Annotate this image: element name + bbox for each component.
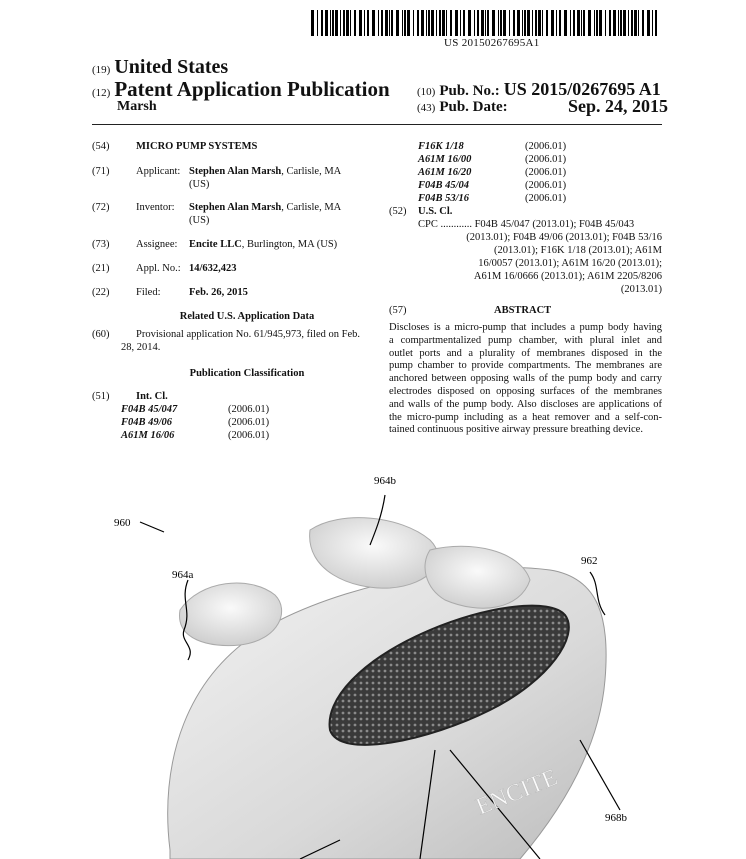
barcode-bar (559, 10, 561, 36)
int-cl-row: F04B 49/06 (2006.01) (121, 417, 270, 428)
barcode-bar (335, 10, 338, 36)
barcode-bar (564, 10, 567, 36)
ref-968b: 968b (605, 812, 627, 824)
header-rule (92, 124, 662, 125)
barcode-bar (463, 10, 465, 36)
barcode-bar (381, 10, 383, 36)
abstract-line: a compartmentalized pump chamber, with plural inlet and (389, 334, 662, 346)
barcode-bar (487, 10, 489, 36)
barcode-bar (325, 10, 328, 36)
barcode-bar (311, 10, 314, 36)
field-52: (52) U.S. Cl. (389, 206, 453, 217)
abstract-text (389, 322, 662, 437)
barcode-bar (354, 10, 356, 36)
barcode-bar (652, 10, 653, 36)
pub-number: US 2015/0267695 A1 (503, 79, 661, 99)
barcode-bar (588, 10, 591, 36)
barcode-bar (455, 10, 458, 36)
barcode-bar (407, 10, 410, 36)
barcode-bar (570, 10, 571, 36)
barcode-bar (421, 10, 424, 36)
field-51: (51) Int. Cl. F04B 45/047 (2006.01) F04B 49/06 (2006.01) A61M 16/06 (2006.01) (92, 390, 372, 442)
barcode-bar (431, 10, 434, 36)
barcode-bar (655, 10, 657, 36)
barcode-bar (485, 10, 486, 36)
barcode-bar (634, 10, 637, 36)
barcode-bar (321, 10, 323, 36)
abstract-line: tained continuous positive airway pressure breathing device. (389, 424, 643, 436)
field-72: (72) Inventor: Stephen Alan Marsh, Carlisle, MA (US) (92, 202, 342, 226)
cpc-block (390, 218, 662, 296)
int-cl-row: F04B 45/047 (2006.01) (121, 404, 270, 415)
barcode-bar (350, 10, 351, 36)
barcode-bar (583, 10, 585, 36)
barcode-bar (343, 10, 345, 36)
barcode-bar (631, 10, 633, 36)
barcode-bar (426, 10, 427, 36)
barcode-bar (391, 10, 393, 36)
barcode-bar (439, 10, 441, 36)
barcode-bar (481, 10, 484, 36)
abstract-line: Discloses is a micro-pump that includes a pump body having (389, 322, 662, 333)
barcode-bar (364, 10, 365, 36)
barcode-bar (500, 10, 502, 36)
pub-date-line: (43) Pub. Date: (417, 99, 508, 115)
barcode-bar (509, 10, 510, 36)
int-cl-continued: F16K 1/18 (2006.01) A61M 16/00 (2006.01) A61M 16/20 (2006.01) F04B 45/04 (2006.01) F04B 53/16 (2006.01) (418, 141, 567, 204)
barcode-bar (413, 10, 414, 36)
barcode-bar (542, 10, 543, 36)
barcode-bar (498, 10, 499, 36)
barcode-bar (332, 10, 334, 36)
inventor-short: Marsh (117, 99, 157, 114)
abstract-line: electrodes disposed on opposing surfaces of the membranes (389, 385, 662, 397)
barcode-bar (317, 10, 318, 36)
barcode-bar (596, 10, 598, 36)
cpc-line: (2013.01); F16K 1/18 (2013.01); A61M (494, 245, 662, 256)
barcode (311, 10, 661, 36)
barcode-bar (577, 10, 580, 36)
barcode-bar (517, 10, 520, 36)
barcode-bar (599, 10, 602, 36)
abstract-line: outlet ports and a plurality of membranes disposed in the (389, 347, 662, 359)
barcode-bar (535, 10, 537, 36)
ref-964a: 964a (172, 569, 194, 581)
field-57: (57) ABSTRACT (389, 305, 552, 316)
barcode-bar (402, 10, 403, 36)
barcode-bar (628, 10, 629, 36)
barcode-bar (647, 10, 650, 36)
barcode-bar (474, 10, 475, 36)
barcode-bar (524, 10, 526, 36)
barcode-bar (538, 10, 541, 36)
barcode-bar (389, 10, 390, 36)
barcode-bar (618, 10, 619, 36)
cpc-line: (2013.01) (620, 284, 662, 295)
cpc-line: 16/0057 (2013.01); A61M 16/20 (2013.01); (478, 258, 662, 269)
barcode-bar (372, 10, 375, 36)
barcode-bar (436, 10, 437, 36)
barcode-bar (428, 10, 430, 36)
cushion-left (180, 583, 282, 646)
barcode-bar (642, 10, 644, 36)
pub-class-title: Publication Classification (189, 368, 305, 379)
barcode-bar (385, 10, 388, 36)
barcode-bar (442, 10, 445, 36)
barcode-bar (340, 10, 341, 36)
barcode-bar (532, 10, 533, 36)
cpc-line: CPC ............ F04B 45/047 (2013.01); F04B 45/043 (418, 219, 635, 230)
barcode-bar (468, 10, 471, 36)
barcode-bar (503, 10, 506, 36)
abstract-title: ABSTRACT (494, 305, 552, 316)
country-line: (19) United States (92, 56, 229, 78)
barcode-bar (613, 10, 616, 36)
ref-962: 962 (581, 555, 598, 567)
barcode-bar (581, 10, 582, 36)
barcode-bar (492, 10, 495, 36)
pub-date: Sep. 24, 2015 (568, 96, 669, 116)
pub-number-line: (10) Pub. No.: US 2015/0267695 A1 (417, 79, 661, 99)
barcode-bar (573, 10, 575, 36)
barcode-bar (378, 10, 379, 36)
int-cl-row: A61M 16/06 (2006.01) (121, 430, 270, 441)
barcode-bar (638, 10, 639, 36)
brand-mark: ENCITE (472, 764, 562, 821)
field-21: (21) Appl. No.: 14/632,423 (92, 263, 237, 274)
abstract-line: anchored between opposing walls of the pump body and carry (389, 373, 662, 385)
barcode-bar (477, 10, 479, 36)
related-data-title: Related U.S. Application Data (179, 311, 315, 322)
cushion-top (310, 518, 438, 588)
cpc-line: (2013.01); F04B 49/06 (2013.01); F04B 53/16 (466, 232, 662, 243)
patent-figure (100, 470, 700, 859)
barcode-text: US 20150267695A1 (444, 37, 540, 49)
barcode-bar (404, 10, 406, 36)
barcode-bar (450, 10, 452, 36)
barcode-bar (609, 10, 611, 36)
barcode-bar (446, 10, 447, 36)
ref-964b: 964b (374, 475, 396, 487)
abstract-line: and walls of the pump body. Also discloses are applications of (389, 398, 662, 410)
pub-type-line: (12) Patent Application Publication (92, 77, 390, 101)
barcode-bar (396, 10, 399, 36)
barcode-bar (605, 10, 606, 36)
field-73: (73) Assignee: Encite LLC, Burlington, MA (US) (92, 239, 338, 250)
barcode-bar (346, 10, 349, 36)
barcode-bar (556, 10, 557, 36)
barcode-bar (623, 10, 626, 36)
field-60: (60) Provisional application No. 61/945,973, filed on Feb. 28, 2014. (92, 329, 360, 353)
barcode-bar (594, 10, 595, 36)
barcode-bar (330, 10, 331, 36)
abstract-line: the micro-pump including as a heat remover and a self-con- (389, 411, 662, 423)
cpc-line: A61M 16/0666 (2013.01); A61M 2205/8206 (473, 271, 662, 282)
barcode-bar (551, 10, 554, 36)
ref-960: 960 (114, 517, 131, 529)
barcode-bar (527, 10, 530, 36)
barcode-bar (460, 10, 461, 36)
barcode-bar (359, 10, 362, 36)
barcode-bar (620, 10, 622, 36)
barcode-bar (367, 10, 369, 36)
country: United States (114, 56, 229, 78)
title: MICRO PUMP SYSTEMS (136, 141, 258, 152)
field-71: (71) Applicant: Stephen Alan Marsh, Carlisle, MA (US) (92, 166, 342, 190)
barcode-bar (522, 10, 523, 36)
barcode-bar (546, 10, 548, 36)
field-22: (22) Filed: Feb. 26, 2015 (92, 287, 248, 298)
field-54: (54) MICRO PUMP SYSTEMS (92, 141, 258, 152)
publication-type: Patent Application Publication (114, 77, 390, 101)
abstract-line: pump chamber to provide compartments. The membranes are (389, 360, 662, 372)
barcode-bar (513, 10, 515, 36)
barcode-bar (417, 10, 419, 36)
